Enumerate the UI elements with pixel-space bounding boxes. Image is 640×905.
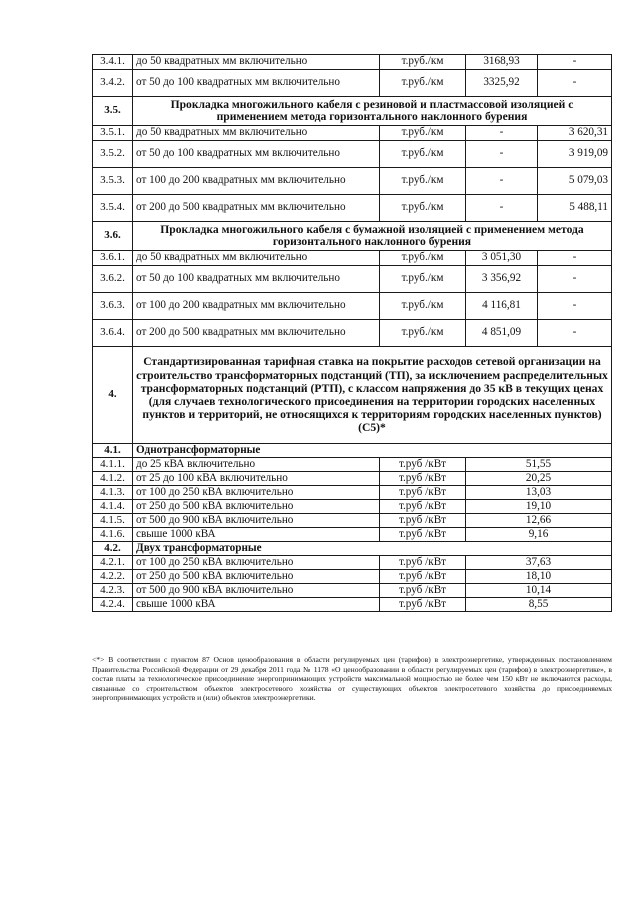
row-name: от 50 до 100 квадратных мм включительно xyxy=(133,141,380,168)
row-number: 4.1.5. xyxy=(93,514,133,528)
row-value: 37,63 xyxy=(466,556,612,570)
row-value: 20,25 xyxy=(466,472,612,486)
subsection-number: 4.1. xyxy=(93,444,133,458)
row-value-2: - xyxy=(538,251,612,266)
row-name: до 50 квадратных мм включительно xyxy=(133,251,380,266)
section-title: Прокладка многожильного кабеля с бумажной изоляцией с применением метода горизонтального наклонного бурения xyxy=(133,222,612,251)
row-name: от 100 до 200 квадратных мм включительно xyxy=(133,168,380,195)
row-value-2: 5 488,11 xyxy=(538,195,612,222)
row-unit: т.руб./км xyxy=(380,320,466,347)
row-value-2: - xyxy=(538,266,612,293)
table-row xyxy=(93,472,612,486)
row-value-2: - xyxy=(538,320,612,347)
section-number: 4. xyxy=(93,347,133,444)
row-value: 51,55 xyxy=(466,458,612,472)
row-unit: т.руб./км xyxy=(380,266,466,293)
row-unit: т.руб /кВт xyxy=(380,514,466,528)
row-value-1: - xyxy=(466,195,538,222)
row-name: от 100 до 200 квадратных мм включительно xyxy=(133,293,380,320)
table-row xyxy=(93,293,612,320)
table-row xyxy=(93,570,612,584)
row-name: от 200 до 500 квадратных мм включительно xyxy=(133,320,380,347)
row-unit: т.руб./км xyxy=(380,141,466,168)
row-name: от 50 до 100 квадратных мм включительно xyxy=(133,266,380,293)
row-unit: т.руб./км xyxy=(380,126,466,141)
row-value: 10,14 xyxy=(466,584,612,598)
row-number: 3.5.4. xyxy=(93,195,133,222)
row-value: 9,16 xyxy=(466,528,612,542)
row-value-1: - xyxy=(466,141,538,168)
row-unit: т.руб /кВт xyxy=(380,598,466,612)
row-name: от 50 до 100 квадратных мм включительно xyxy=(133,70,380,97)
row-number: 4.1.3. xyxy=(93,486,133,500)
row-name: от 100 до 250 кВА включительно xyxy=(133,556,380,570)
table-row xyxy=(93,251,612,266)
table-row xyxy=(93,266,612,293)
row-value-2: 3 919,09 xyxy=(538,141,612,168)
tariff-table xyxy=(92,54,612,612)
table-row xyxy=(93,70,612,97)
table-row xyxy=(93,458,612,472)
row-unit: т.руб /кВт xyxy=(380,528,466,542)
row-value: 13,03 xyxy=(466,486,612,500)
table-row xyxy=(93,126,612,141)
row-name: до 25 кВА включительно xyxy=(133,458,380,472)
row-number: 3.4.1. xyxy=(93,55,133,70)
footnote: <*> В соответствии с пунктом 87 Основ ценообразования в области регулируемых цен (тарифов) в электроэнергетике, утвержденных постановлением Правительства Российской Федерации от 29 декабря 2011 года № 1178 «О ценообразовании в области регулируемых цен (тарифов) в электроэнергетике», в состав платы за технологическое присоединение энергопринимающих устройств максимальной мощностью не более чем 150 кВт не включаются расходы, связанные со строительством объектов электросетевого хозяйства от существующих объектов электросетевого хозяйства до присоединяемых энергопринимающих устройств и (или) объектов электроэнергетики. xyxy=(92,655,612,703)
row-number: 4.2.4. xyxy=(93,598,133,612)
section-header-row xyxy=(93,347,612,444)
row-unit: т.руб /кВт xyxy=(380,584,466,598)
row-name: до 50 квадратных мм включительно xyxy=(133,126,380,141)
row-value-1: 3 356,92 xyxy=(466,266,538,293)
row-name: от 250 до 500 кВА включительно xyxy=(133,570,380,584)
row-unit: т.руб./км xyxy=(380,293,466,320)
section-number: 3.6. xyxy=(93,222,133,251)
subsection-number: 4.2. xyxy=(93,542,133,556)
row-value-2: 5 079,03 xyxy=(538,168,612,195)
subsection-title: Однотрансформаторные xyxy=(133,444,612,458)
section-header-row xyxy=(93,222,612,251)
row-number: 3.6.1. xyxy=(93,251,133,266)
row-unit: т.руб./км xyxy=(380,251,466,266)
row-value-1: 3168,93 xyxy=(466,55,538,70)
row-value: 19,10 xyxy=(466,500,612,514)
row-number: 4.2.1. xyxy=(93,556,133,570)
row-number: 4.2.2. xyxy=(93,570,133,584)
row-unit: т.руб /кВт xyxy=(380,500,466,514)
table-row xyxy=(93,528,612,542)
table-row xyxy=(93,598,612,612)
row-name: от 100 до 250 кВА включительно xyxy=(133,486,380,500)
table-row xyxy=(93,195,612,222)
row-value-2: 3 620,31 xyxy=(538,126,612,141)
row-number: 3.5.1. xyxy=(93,126,133,141)
row-unit: т.руб /кВт xyxy=(380,556,466,570)
row-value-2: - xyxy=(538,55,612,70)
row-unit: т.руб./км xyxy=(380,55,466,70)
row-number: 3.4.2. xyxy=(93,70,133,97)
row-name: от 25 до 100 кВА включительно xyxy=(133,472,380,486)
row-unit: т.руб /кВт xyxy=(380,472,466,486)
row-unit: т.руб /кВт xyxy=(380,486,466,500)
table-row xyxy=(93,514,612,528)
row-name: от 500 до 900 кВА включительно xyxy=(133,584,380,598)
row-name: свыше 1000 кВА xyxy=(133,528,380,542)
section-header-row xyxy=(93,97,612,126)
table-row xyxy=(93,486,612,500)
row-number: 4.1.6. xyxy=(93,528,133,542)
row-number: 3.6.2. xyxy=(93,266,133,293)
table-row xyxy=(93,500,612,514)
row-number: 4.1.4. xyxy=(93,500,133,514)
table-row xyxy=(93,55,612,70)
row-unit: т.руб /кВт xyxy=(380,570,466,584)
row-number: 4.1.1. xyxy=(93,458,133,472)
row-value-2: - xyxy=(538,70,612,97)
row-unit: т.руб./км xyxy=(380,195,466,222)
row-value-1: 4 851,09 xyxy=(466,320,538,347)
row-value-1: - xyxy=(466,126,538,141)
row-value-1: 3 051,30 xyxy=(466,251,538,266)
row-value: 18,10 xyxy=(466,570,612,584)
row-value-1: 4 116,81 xyxy=(466,293,538,320)
table-row xyxy=(93,320,612,347)
row-value-1: - xyxy=(466,168,538,195)
section-title: Прокладка многожильного кабеля с резиновой и пластмассовой изоляцией с применением метода горизонтального наклонного бурения xyxy=(133,97,612,126)
section-title: Стандартизированная тарифная ставка на покрытие расходов сетевой организации на строительство трансформаторных подстанций (ТП), за исключением распределительных трансформаторных подстанций (РТП), с классом напряжения до 35 кВ в текущих ценах (для случаев технологического присоединения на территории городских населенных пунктов и территорий, не относящихся к территориям городских населенных пунктов) (С5)* xyxy=(133,347,612,444)
row-name: от 200 до 500 квадратных мм включительно xyxy=(133,195,380,222)
row-unit: т.руб./км xyxy=(380,168,466,195)
row-value-1: 3325,92 xyxy=(466,70,538,97)
row-name: от 250 до 500 кВА включительно xyxy=(133,500,380,514)
subsection-row xyxy=(93,444,612,458)
table-row xyxy=(93,556,612,570)
subsection-title: Двух трансформаторные xyxy=(133,542,612,556)
row-number: 3.6.3. xyxy=(93,293,133,320)
row-number: 3.5.3. xyxy=(93,168,133,195)
row-value-2: - xyxy=(538,293,612,320)
table-row xyxy=(93,168,612,195)
row-number: 4.2.3. xyxy=(93,584,133,598)
row-number: 3.5.2. xyxy=(93,141,133,168)
row-name: от 500 до 900 кВА включительно xyxy=(133,514,380,528)
row-name: до 50 квадратных мм включительно xyxy=(133,55,380,70)
table-row xyxy=(93,584,612,598)
row-value: 8,55 xyxy=(466,598,612,612)
row-unit: т.руб./км xyxy=(380,70,466,97)
table-row xyxy=(93,141,612,168)
row-value: 12,66 xyxy=(466,514,612,528)
row-unit: т.руб /кВт xyxy=(380,458,466,472)
row-number: 3.6.4. xyxy=(93,320,133,347)
subsection-row xyxy=(93,542,612,556)
section-number: 3.5. xyxy=(93,97,133,126)
row-number: 4.1.2. xyxy=(93,472,133,486)
row-name: свыше 1000 кВА xyxy=(133,598,380,612)
